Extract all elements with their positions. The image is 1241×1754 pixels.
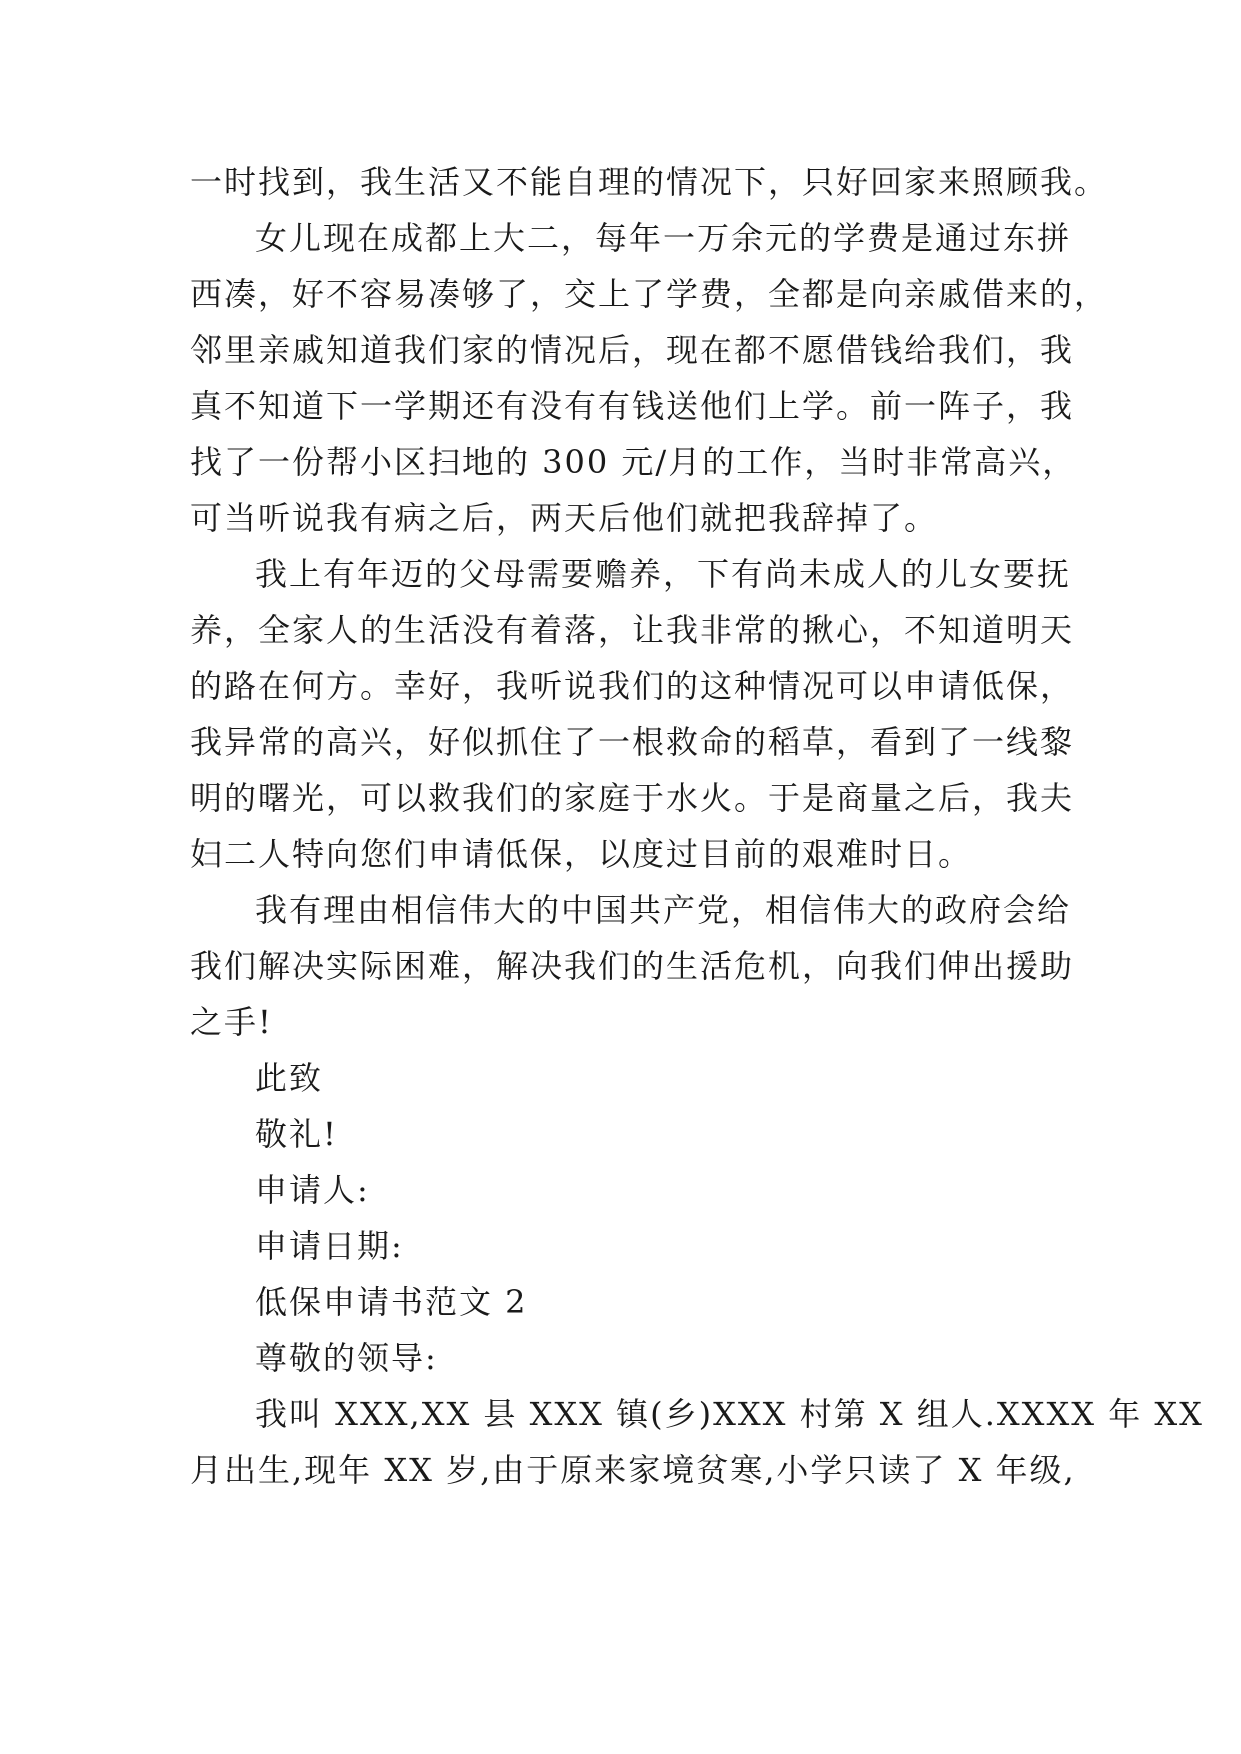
application-date-label: 申请日期: <box>255 1227 404 1265</box>
paragraph-line: 邻里亲戚知道我们家的情况后，现在都不愿借钱给我们，我 <box>190 331 1075 369</box>
paragraph-line: 西凑，好不容易凑够了，交上了学费，全都是向亲戚借来的， <box>190 275 1109 313</box>
paragraph-line: 妇二人特向您们申请低保，以度过目前的艰难时日。 <box>190 835 973 873</box>
paragraph-line: 之手! <box>190 1003 273 1041</box>
paragraph-line: 女儿现在成都上大二，每年一万余元的学费是通过东拼 <box>255 219 1072 257</box>
applicant-label: 申请人: <box>255 1171 370 1209</box>
paragraph-line: 我异常的高兴，好似抓住了一根救命的稻草，看到了一线黎 <box>190 723 1075 761</box>
paragraph-line: 我叫 XXX,XX 县 XXX 镇(乡)XXX 村第 X 组人.XXXX 年 XX <box>255 1395 1204 1433</box>
paragraph-line: 可当听说我有病之后，两天后他们就把我辞掉了。 <box>190 499 939 537</box>
paragraph-line: 月出生,现年 XX 岁,由于原来家境贫寒,小学只读了 X 年级, <box>190 1451 1076 1489</box>
paragraph-line: 真不知道下一学期还有没有有钱送他们上学。前一阵子，我 <box>190 387 1075 425</box>
paragraph-line: 的路在何方。幸好，我听说我们的这种情况可以申请低保， <box>190 667 1075 705</box>
greeting: 尊敬的领导: <box>255 1339 438 1377</box>
paragraph-line: 养，全家人的生活没有着落，让我非常的揪心，不知道明天 <box>190 611 1075 649</box>
paragraph-line: 一时找到，我生活又不能自理的情况下，只好回家来照顾我。 <box>190 163 1109 201</box>
closing-regards: 敬礼! <box>255 1115 338 1153</box>
paragraph-line: 我上有年迈的父母需要赡养，下有尚未成人的儿女要抚 <box>255 555 1072 593</box>
paragraph-line: 我有理由相信伟大的中国共产党，相信伟大的政府会给 <box>255 891 1072 929</box>
paragraph-line: 找了一份帮小区扫地的 300 元/月的工作，当时非常高兴， <box>190 443 1077 481</box>
closing-salutation: 此致 <box>255 1059 324 1097</box>
paragraph-line: 明的曙光，可以救我们的家庭于水火。于是商量之后，我夫 <box>190 779 1075 817</box>
section-heading: 低保申请书范文 2 <box>255 1283 528 1321</box>
paragraph-line: 我们解决实际困难，解决我们的生活危机，向我们伸出援助 <box>190 947 1075 985</box>
